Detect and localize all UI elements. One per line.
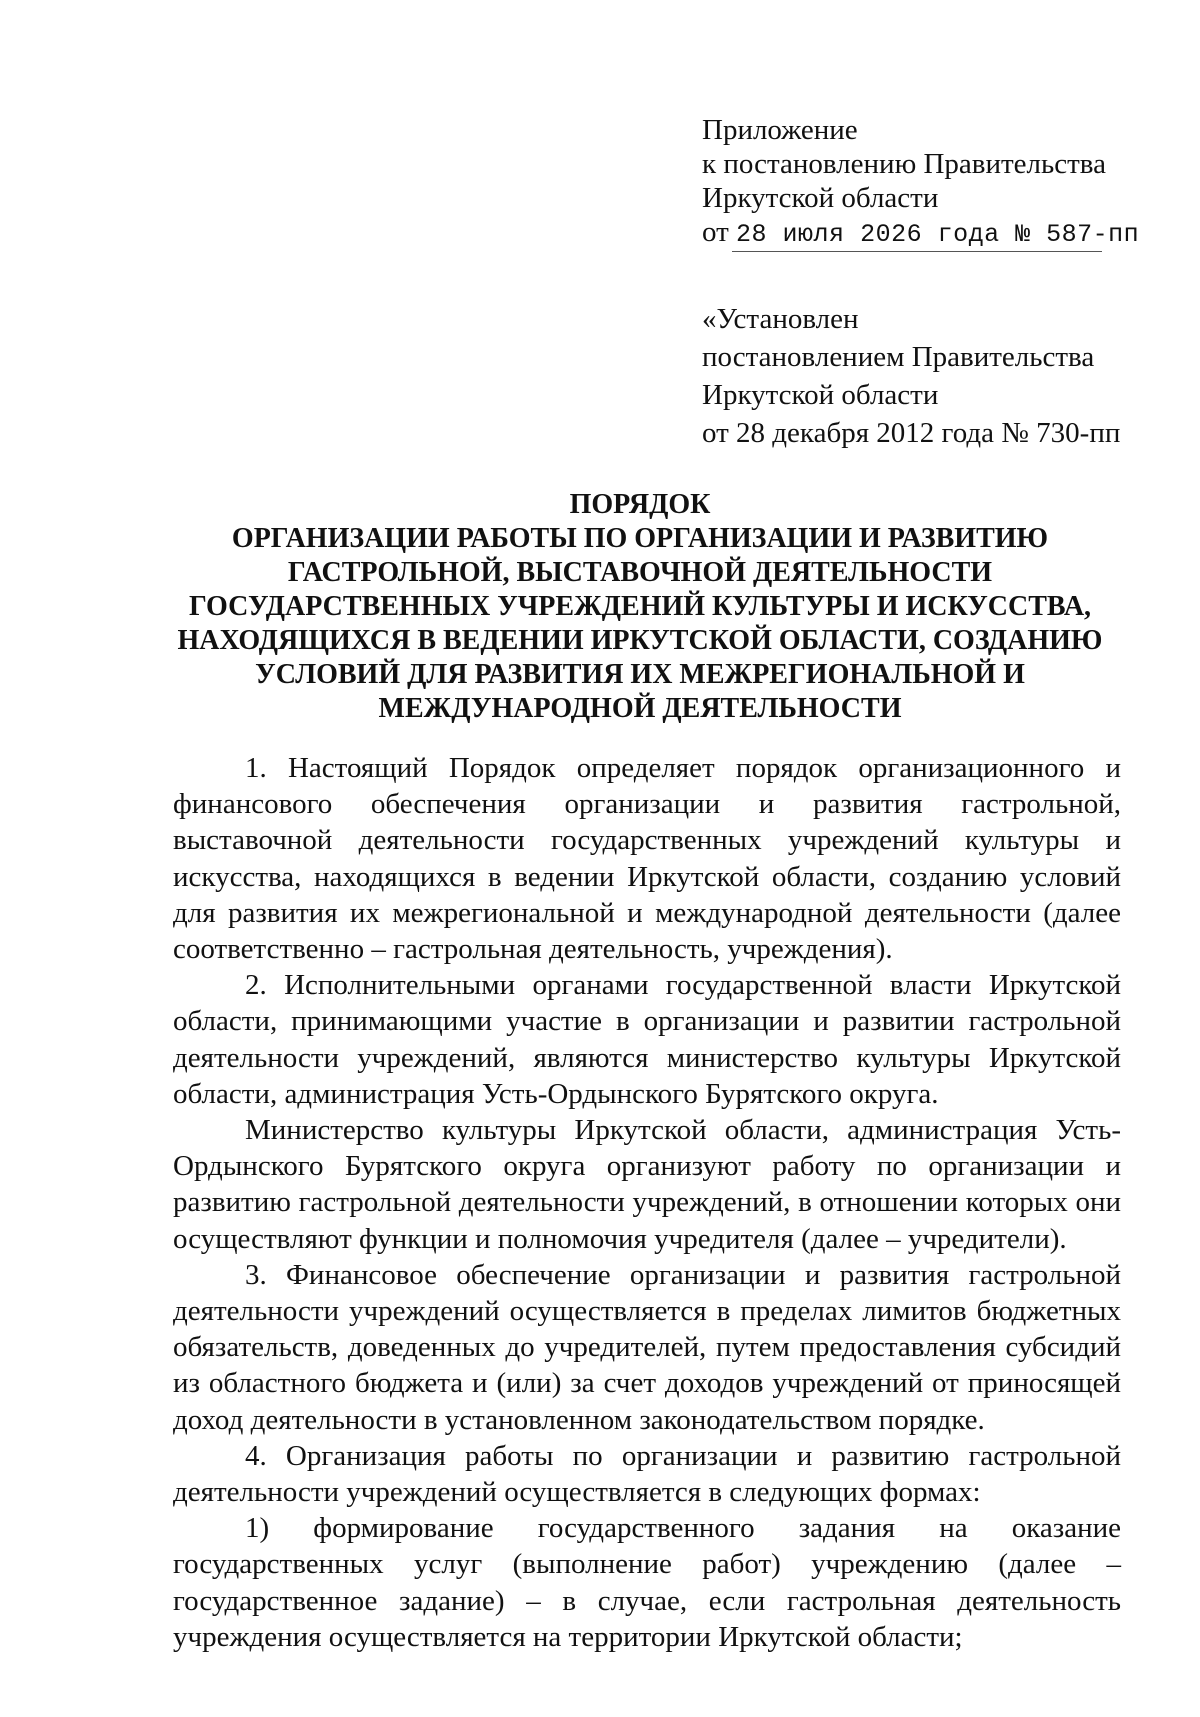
title-line: МЕЖДУНАРОДНОЙ ДЕЯТЕЛЬНОСТИ	[378, 693, 902, 724]
paragraph-4: 4. Организация работы по организации и развитию гастрольной деятельности учреждений осуществляется в следующих формах:	[173, 1439, 1121, 1509]
established-region: Иркутской области	[702, 379, 939, 411]
title-line: ГОСУДАРСТВЕННЫХ УЧРЕЖДЕНИЙ КУЛЬТУРЫ И ИСКУССТВА,	[188, 591, 1092, 622]
title-line: УСЛОВИЙ ДЛЯ РАЗВИТИЯ ИХ МЕЖРЕГИОНАЛЬНОЙ И	[255, 659, 1025, 690]
title-line: ГАСТРОЛЬНОЙ, ВЫСТАВОЧНОЙ ДЕЯТЕЛЬНОСТИ	[287, 557, 993, 588]
established-label: «Установлен	[702, 303, 859, 335]
appendix-government-text: Правительства	[923, 148, 1106, 180]
appendix-label: Приложение	[702, 114, 858, 146]
appendix-date-line	[702, 215, 1140, 252]
paragraph-1: 1. Настоящий Порядок определяет порядок организационного и финансового обеспечения организации и развития гастрольной, выставочной деятельности государственных учреждений культуры и искусства, находящихся в ведении Иркутской области, созданию условий для развития их межрегиональной и международной деятельности (далее соответственно – гастрольная деятельность, учреждения).	[173, 752, 1121, 966]
title-line: ОРГАНИЗАЦИИ РАБОТЫ ПО ОРГАНИЗАЦИИ И РАЗВИТИЮ	[231, 523, 1049, 554]
paragraph-2: 2. Исполнительными органами государственной власти Иркутской области, принимающими участие в организации и развитии гастрольной деятельности учреждений, являются министерство культуры Иркутской области, администрация Усть-Ордынского Бурятского округа.	[173, 969, 1121, 1110]
established-block	[702, 300, 1122, 452]
appendix-region: Иркутской области	[702, 182, 939, 214]
appendix-block	[702, 113, 1140, 252]
document-title	[160, 488, 1120, 726]
appendix-date-number: 28 июля 2026 года № 587-пп	[736, 220, 1140, 249]
established-decree-line	[702, 338, 1102, 376]
document-body	[173, 750, 1121, 1655]
appendix-decree-text: к постановлению	[702, 148, 917, 180]
paragraph-4-item-1: 1) формирование государственного задания на оказание государственных услуг (выполнение работ) учреждению (далее – государственное задание) – в случае, если гастрольная деятельность учреждения осуществляется на территории Иркутской области;	[173, 1512, 1121, 1653]
paragraph-3: 3. Финансовое обеспечение организации и развития гастрольной деятельности учреждений осуществляется в пределах лимитов бюджетных обязательств, доведенных до учредителей, путем предоставления субсидий из областного бюджета и (или) за счет доходов учреждений от приносящей доход деятельности в установленном законодательством порядке.	[173, 1258, 1121, 1436]
title-line: НАХОДЯЩИХСЯ В ВЕДЕНИИ ИРКУТСКОЙ ОБЛАСТИ, СОЗДАНИЮ	[177, 625, 1103, 656]
established-decree-text: постановлением	[702, 341, 905, 373]
established-government-text: Правительства	[911, 341, 1095, 373]
paragraph-2-continued: Министерство культуры Иркутской области, администрация Усть-Ордынского Бурятского округа организуют работу по организации и развитию гастрольной деятельности учреждений, в отношении которых они осуществляют функции и полномочия учредителя (далее – учредители).	[173, 1114, 1121, 1255]
title-line: ПОРЯДОК	[569, 489, 711, 520]
appendix-decree-line	[702, 147, 1106, 181]
established-date-number: от 28 декабря 2012 года № 730-пп	[702, 417, 1121, 449]
appendix-from: от	[702, 216, 729, 248]
